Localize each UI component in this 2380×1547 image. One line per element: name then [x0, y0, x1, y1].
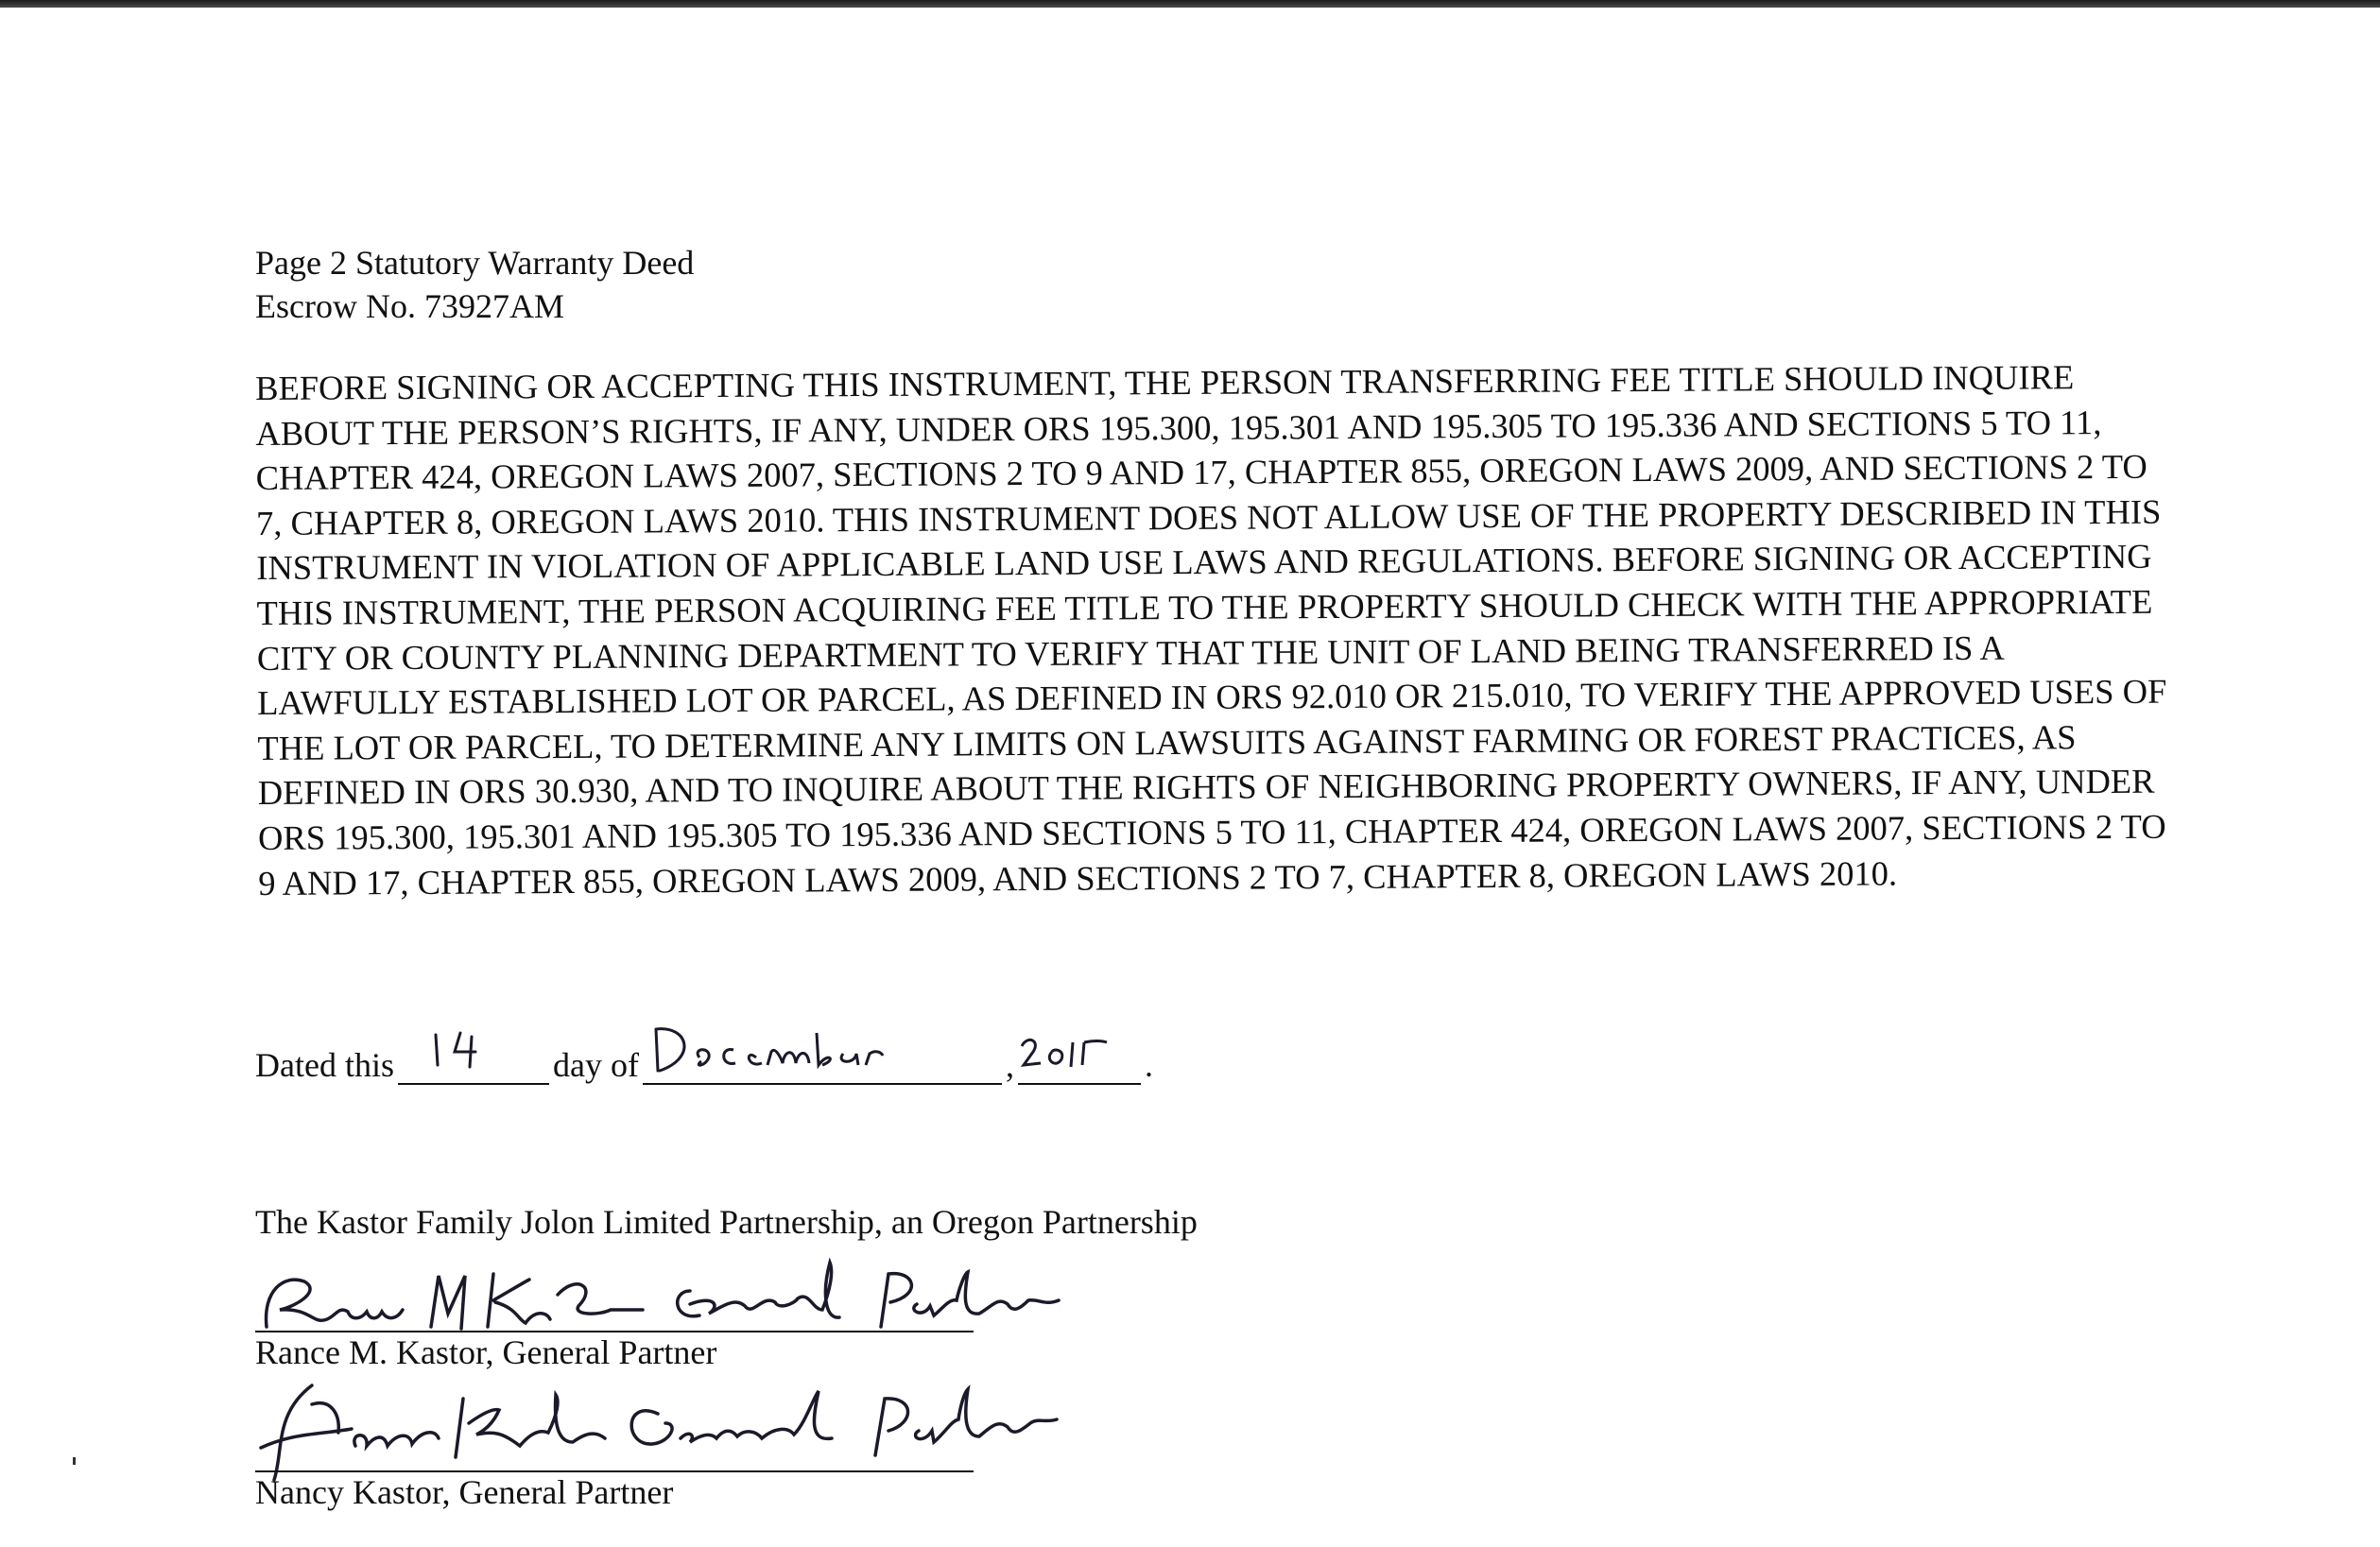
signer-name-nancy: Nancy Kastor, General Partner — [255, 1473, 674, 1511]
month-handwriting-drawing — [643, 1020, 917, 1078]
dated-line — [255, 1028, 1153, 1085]
margin-speck — [73, 1457, 76, 1465]
year-blank — [1018, 1034, 1141, 1085]
month-blank — [643, 1034, 1002, 1085]
escrow-number: Escrow No. 73927AM — [255, 287, 564, 325]
document-body — [255, 241, 2193, 905]
signature-block-nancy — [255, 1393, 1389, 1511]
partnership-name: The Kastor Family Jolon Limited Partnership, an Oregon Partnership — [255, 1203, 1198, 1241]
statutory-notice: BEFORE SIGNING OR ACCEPTING THIS INSTRUMENT, THE PERSON TRANSFERRING FEE TITLE SHOULD INQUIRE ABOUT THE PERSON’S RIGHTS, IF ANY, UNDER ORS 195.300, 195.301 AND 195.305 TO 195.336 AND SECTIONS 5 TO 11, CHAPTER 424, OREGON LAWS 2007, SECTIONS 2 TO 9 AND 17, CHAPTER 855, OREGON LAWS 2009, AND SECTIONS 2 TO 7, CHAPTER 8, OREGON LAWS 2010. THIS INSTRUMENT DOES NOT ALLOW USE OF THE PROPERTY DESCRIBED IN THIS INSTRUMENT IN VIOLATION OF APPLICABLE LAND USE LAWS AND REGULATIONS. BEFORE SIGNING OR ACCEPTING THIS INSTRUMENT, THE PERSON ACQUIRING FEE TITLE TO THE PROPERTY SHOULD CHECK WITH THE APPROPRIATE CITY OR COUNTY PLANNING DEPARTMENT TO VERIFY THAT THE UNIT OF LAND BEING TRANSFERRED IS A LAWFULLY ESTABLISHED LOT OR PARCEL, AS DEFINED IN ORS 92.010 OR 215.010, TO VERIFY THE APPROVED USES OF THE LOT OR PARCEL, TO DETERMINE ANY LIMITS ON LAWSUITS AGAINST FARMING OR FOREST PRACTICES, AS DEFINED IN ORS 30.930, AND TO INQUIRE ABOUT THE RIGHTS OF NEIGHBORING PROPERTY OWNERS, IF ANY, UNDER ORS 195.300, 195.301 AND 195.305 TO 195.336 AND SECTIONS 5 TO 11, CHAPTER 424, OREGON LAWS 2007, SECTIONS 2 TO 9 AND 17, CHAPTER 855, OREGON LAWS 2009, AND SECTIONS 2 TO 7, CHAPTER 8, OREGON LAWS 2010. — [255, 357, 2167, 902]
year-handwritten — [1018, 1031, 1141, 1081]
year-handwriting-drawing — [1018, 1031, 1131, 1073]
day-handwritten — [398, 1023, 549, 1081]
dated-suffix: . — [1144, 1046, 1153, 1084]
signature-block-rance — [255, 1253, 1389, 1371]
day-blank — [398, 1034, 549, 1085]
signature-section — [255, 1200, 1389, 1511]
dated-prefix: Dated this — [255, 1046, 394, 1084]
top-scan-border — [0, 0, 2380, 8]
day-handwriting-drawing — [398, 1023, 549, 1073]
month-handwritten — [643, 1014, 1002, 1081]
signer-name-rance: Rance M. Kastor, General Partner — [255, 1333, 717, 1371]
dated-middle: day of — [552, 1046, 639, 1084]
year-separator: , — [1005, 1046, 1014, 1084]
page-title: Page 2 Statutory Warranty Deed — [255, 244, 695, 282]
